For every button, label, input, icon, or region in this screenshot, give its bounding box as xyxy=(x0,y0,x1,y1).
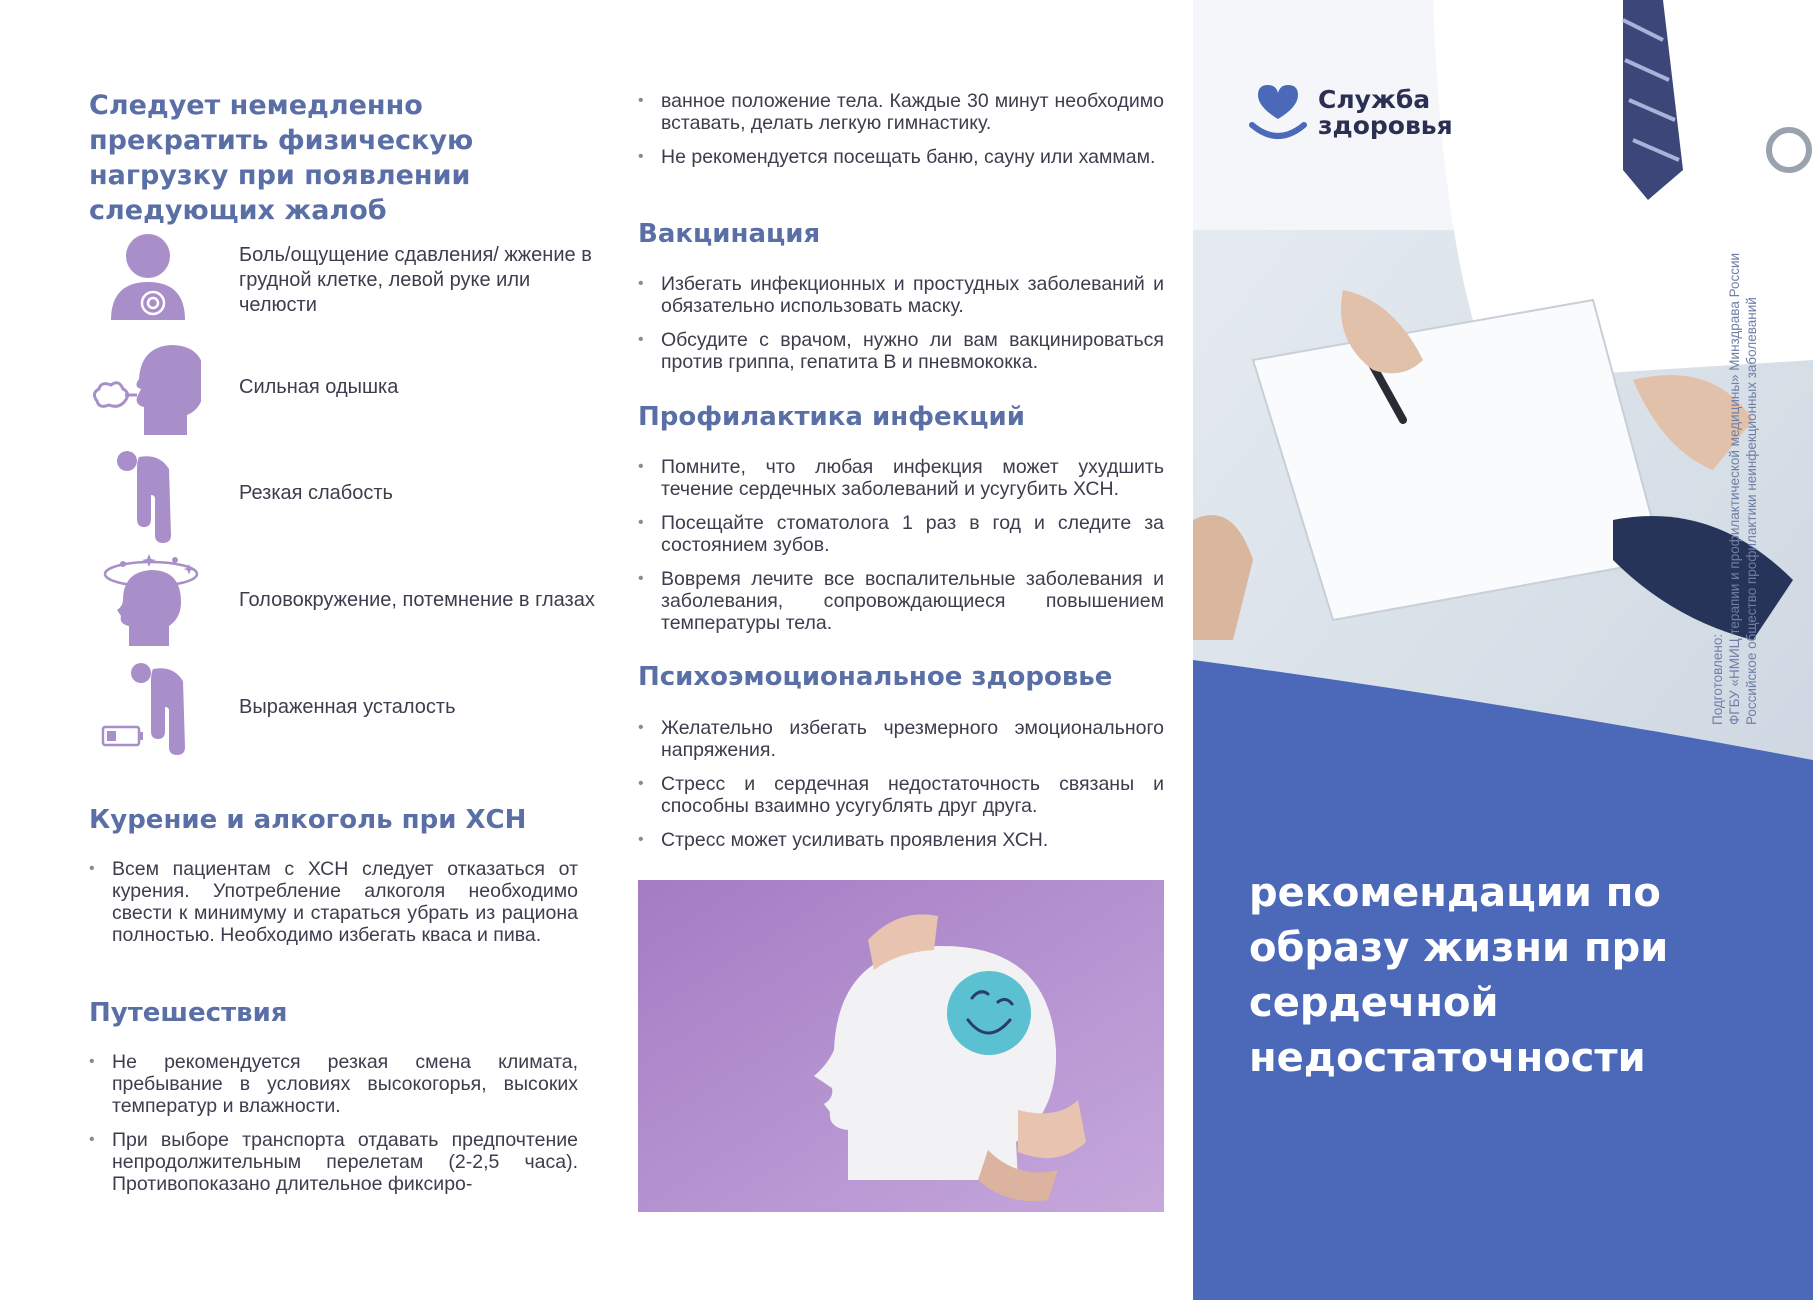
cover-title: рекомендации по образу жизни при сердечной недостаточности xyxy=(1249,870,1669,1081)
fatigue-icon xyxy=(89,657,201,757)
symptom-item xyxy=(89,230,609,330)
symptom-text: Боль/ощущение сдавления/ жжение в грудной клетке, левой руке или челюсти xyxy=(239,243,592,316)
symptom-item xyxy=(89,657,609,757)
head-smiley-photo xyxy=(638,880,1164,1212)
symptom-text: Выраженная усталость xyxy=(239,695,456,718)
infection-list xyxy=(638,456,1164,646)
logo-line2: здоровья xyxy=(1318,111,1453,140)
symptom-text: Сильная одышка xyxy=(239,375,399,398)
list-item: • Стресс и сердечная недостаточность связаны и способны взаимно усугублять друг друга. xyxy=(638,773,1164,817)
travel-title: Путешествия xyxy=(89,998,288,1028)
list-item: • Не рекомендуется резкая смена климата, пребывание в условиях высокогорья, высоких температур и влажности. xyxy=(89,1051,578,1117)
travel-cont-list xyxy=(638,90,1164,180)
credit-line: Подготовлено: xyxy=(1710,633,1725,725)
logo-line1: Служба xyxy=(1318,85,1431,114)
smoking-list xyxy=(89,858,578,958)
list-item: • Помните, что любая инфекция может ухудшить течение сердечных заболеваний и усугубить ХСН. xyxy=(638,456,1164,500)
symptom-item xyxy=(89,443,609,543)
symptom-text: Головокружение, потемнение в глазах xyxy=(239,588,595,611)
credit-line: Российское общество профилактики неинфекционных заболеваний xyxy=(1744,297,1759,725)
vaccination-title: Вакцинация xyxy=(638,219,821,249)
logo-text xyxy=(1318,87,1453,139)
list-item: • Всем пациентам с ХСН следует отказаться от курения. Употребление алкоголя необходимо свести к минимуму и стараться убрать из рациона полностью. Необходимо избегать кваса и пива. xyxy=(89,858,578,946)
list-item: • Избегать инфекционных и простудных заболеваний и обязательно использовать маску. xyxy=(638,273,1164,317)
credit-text xyxy=(1709,165,1760,725)
list-item: • Стресс может усиливать проявления ХСН. xyxy=(638,829,1164,851)
symptom-item xyxy=(89,550,609,650)
list-item: • Обсудите с врачом, нужно ли вам вакцинироваться против гриппа, гепатита В и пневмококка. xyxy=(638,329,1164,373)
psycho-list xyxy=(638,717,1164,863)
weakness-icon xyxy=(89,443,201,543)
infection-title: Профилактика инфекций xyxy=(638,402,1025,432)
symptom-text: Резкая слабость xyxy=(239,481,393,504)
dizziness-icon xyxy=(89,550,201,650)
credit-line: ФГБУ «НМИЦ терапии и профилактической медицины» Минздрава России xyxy=(1727,252,1742,725)
shortness-of-breath-icon xyxy=(89,337,201,437)
list-item: • Посещайте стоматолога 1 раз в год и следите за состоянием зубов. xyxy=(638,512,1164,556)
symptom-item xyxy=(89,337,609,437)
list-item: • При выборе транспорта отдавать предпочтение непродолжительным перелетам (2-2,5 часа). Противопоказано длительное фиксиро- xyxy=(89,1129,578,1195)
list-item: • ванное положение тела. Каждые 30 минут необходимо вставать, делать легкую гимнастику. xyxy=(638,90,1164,134)
list-item: • Не рекомендуется посещать баню, сауну или хаммам. xyxy=(638,146,1164,168)
list-item: • Вовремя лечите все воспалительные заболевания и заболевания, сопровождающиеся повышением температуры тела. xyxy=(638,568,1164,634)
travel-list xyxy=(89,1051,578,1207)
chest-pain-icon xyxy=(89,230,201,330)
smoking-title: Курение и алкоголь при ХСН xyxy=(89,805,527,835)
psycho-title: Психоэмоциональное здоровье xyxy=(638,662,1113,692)
vaccination-list xyxy=(638,273,1164,385)
main-heading: Следует немедленно прекратить физическую нагрузку при появлении следующих жалоб xyxy=(89,90,474,226)
list-item: • Желательно избегать чрезмерного эмоционального напряжения. xyxy=(638,717,1164,761)
